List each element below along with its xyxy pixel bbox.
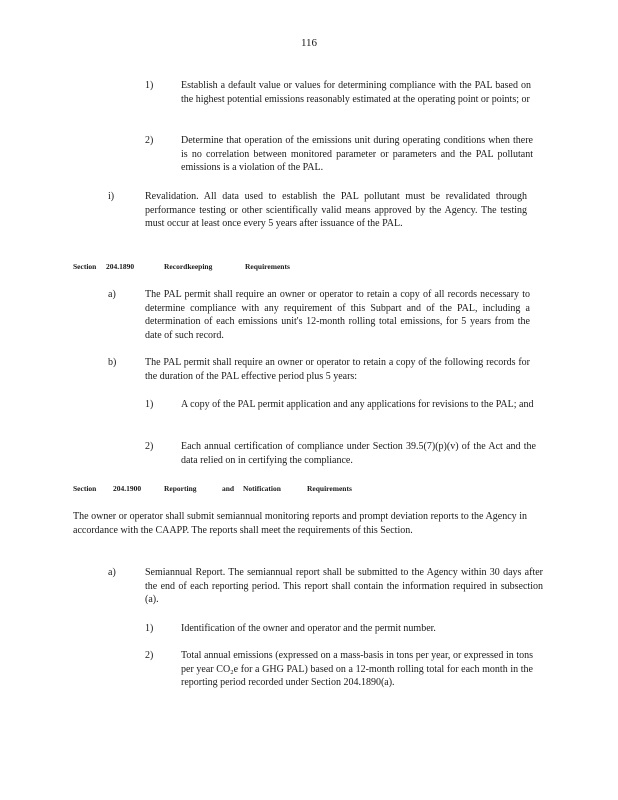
- item-text: Total annual emissions (expressed on a mass-basis in tons per year, or expressed in tons per year CO₂e for a GHG PAL) based on a 12-month rolling total for each month in the reporting period recorded under Section 204.1890(a).: [181, 650, 533, 689]
- item-text: Semiannual Report. The semiannual report shall be submitted to the Agency within 30 days after the end of each reporting period. This report shall contain the information required in subsection (a).: [145, 567, 543, 606]
- item-marker: a): [108, 289, 116, 300]
- section-intro: The owner or operator shall submit semiannual monitoring reports and prompt deviation reports to the Agency in accordance with the CAAPP. The reports shall meet the requirements of this Section.: [73, 511, 527, 536]
- section-title-word: Reporting: [164, 484, 197, 493]
- section-label: Section: [73, 484, 97, 493]
- section-number: 204.1890: [106, 262, 135, 271]
- item-text: Determine that operation of the emissions unit during operating conditions when there is no correlation between monitored parameter or parameters and the PAL pollutant emissions is a violation of the PAL.: [181, 135, 533, 174]
- section-title-word: Requirements: [245, 262, 290, 271]
- item-text: Identification of the owner and operator and the permit number.: [181, 623, 436, 634]
- item-marker: 1): [145, 80, 154, 91]
- item-text: A copy of the PAL permit application and any applications for revisions to the PAL; and: [181, 399, 534, 410]
- item-marker: 1): [145, 623, 154, 634]
- item-text: The PAL permit shall require an owner or operator to retain a copy of all records necessary to determine compliance with any requirement of this Subpart and of the PAL, including a determination of each emissions unit's 12-month rolling total emissions, for 5 years from the date of such record.: [145, 289, 530, 341]
- item-text: Each annual certification of compliance under Section 39.5(7)(p)(v) of the Act and the data relied on in certifying the compliance.: [181, 441, 536, 466]
- item-marker: a): [108, 567, 116, 578]
- section-title-word: Notification: [243, 484, 281, 493]
- item-marker: i): [108, 191, 115, 202]
- item-marker: 2): [145, 441, 154, 452]
- section-label: Section: [73, 262, 97, 271]
- page-number: 116: [300, 37, 318, 49]
- item-text: The PAL permit shall require an owner or operator to retain a copy of the following records for the duration of the PAL effective period plus 5 years:: [145, 357, 530, 382]
- item-marker: b): [108, 357, 117, 368]
- item-text: Establish a default value or values for determining compliance with the PAL based on the highest potential emissions reasonably estimated at the operating point or points; or: [181, 80, 531, 105]
- item-marker: 1): [145, 399, 154, 410]
- item-marker: 2): [145, 650, 154, 661]
- item-text: Revalidation. All data used to establish the PAL pollutant must be revalidated through performance testing or other scientifically valid means approved by the Agency. The testing must occur at least once every 5 years after issuance of the PAL.: [145, 191, 527, 230]
- item-marker: 2): [145, 135, 154, 146]
- section-title-word: and: [222, 484, 235, 493]
- section-title-word: Recordkeeping: [164, 262, 213, 271]
- section-number: 204.1900: [113, 484, 142, 493]
- section-title-word: Requirements: [307, 484, 352, 493]
